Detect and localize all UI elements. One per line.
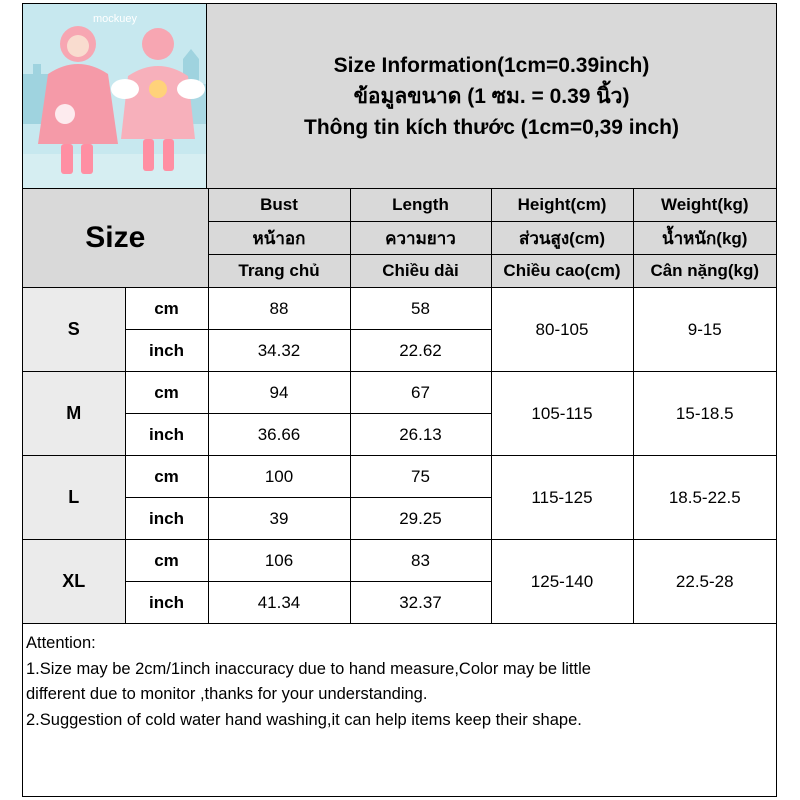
attention-notes	[26, 631, 771, 733]
bust-value: 100	[208, 456, 350, 498]
length-value: 29.25	[350, 498, 491, 540]
bust-value: 94	[208, 372, 350, 414]
bust-value: 34.32	[208, 330, 350, 372]
unit-label: inch	[125, 498, 208, 540]
size-label: XL	[23, 540, 125, 624]
size-title: Size	[23, 189, 208, 288]
header-line-english: Size Information(1cm=0.39inch)	[333, 53, 650, 77]
unit-label: inch	[125, 582, 208, 624]
table-row	[23, 540, 776, 582]
table-row	[23, 372, 776, 414]
height-value: 115-125	[491, 456, 633, 540]
col-height-th: ส่วนสูง(cm)	[491, 222, 633, 255]
col-length-en: Length	[350, 189, 491, 222]
note-line: 1.Size may be 2cm/1inch inaccuracy due to hand measure,Color may be little	[26, 659, 591, 678]
unit-label: inch	[125, 414, 208, 456]
col-weight-en: Weight(kg)	[633, 189, 776, 222]
product-photo	[23, 4, 207, 189]
table-row	[23, 456, 776, 498]
col-height-en: Height(cm)	[491, 189, 633, 222]
weight-value: 18.5-22.5	[633, 456, 776, 540]
header-line-thai: ข้อมูลขนาด (1 ซม. = 0.39 นิ้ว)	[353, 84, 630, 108]
bust-value: 36.66	[208, 414, 350, 456]
col-bust-th: หน้าอก	[208, 222, 350, 255]
weight-value: 15-18.5	[633, 372, 776, 456]
col-weight-th: น้ำหนัก(kg)	[633, 222, 776, 255]
note-line: different due to monitor ,thanks for your understanding.	[26, 685, 428, 703]
height-value: 80-105	[491, 288, 633, 372]
size-information-header	[207, 4, 776, 189]
kids-raincoat-illustration	[23, 4, 207, 189]
unit-label: inch	[125, 330, 208, 372]
height-value: 125-140	[491, 540, 633, 624]
length-value: 75	[350, 456, 491, 498]
length-value: 83	[350, 540, 491, 582]
weight-value: 22.5-28	[633, 540, 776, 624]
size-label: S	[23, 288, 125, 372]
col-height-vi: Chiều cao(cm)	[491, 255, 633, 288]
size-chart-sheet	[22, 3, 777, 797]
unit-label: cm	[125, 456, 208, 498]
length-value: 58	[350, 288, 491, 330]
note-line: 2.Suggestion of cold water hand washing,it can help items keep their shape.	[26, 710, 582, 729]
bust-value: 106	[208, 540, 350, 582]
col-bust-vi: Trang chủ	[208, 255, 350, 288]
col-length-vi: Chiều dài	[350, 255, 491, 288]
header-line-vietnamese: Thông tin kích thước (1cm=0,39 inch)	[304, 115, 679, 139]
length-value: 26.13	[350, 414, 491, 456]
weight-value: 9-15	[633, 288, 776, 372]
col-bust-en: Bust	[208, 189, 350, 222]
length-value: 32.37	[350, 582, 491, 624]
height-value: 105-115	[491, 372, 633, 456]
bust-value: 88	[208, 288, 350, 330]
length-value: 22.62	[350, 330, 491, 372]
size-label: M	[23, 372, 125, 456]
col-length-th: ความยาว	[350, 222, 491, 255]
size-table	[23, 189, 776, 624]
table-row	[23, 288, 776, 330]
unit-label: cm	[125, 372, 208, 414]
unit-label: cm	[125, 540, 208, 582]
bust-value: 41.34	[208, 582, 350, 624]
length-value: 67	[350, 372, 491, 414]
unit-label: cm	[125, 288, 208, 330]
header-row-english	[23, 189, 776, 222]
notes-title: Attention:	[26, 634, 96, 652]
size-label: L	[23, 456, 125, 540]
brand-text: mockuey	[93, 13, 138, 25]
bust-value: 39	[208, 498, 350, 540]
col-weight-vi: Cân nặng(kg)	[633, 255, 776, 288]
